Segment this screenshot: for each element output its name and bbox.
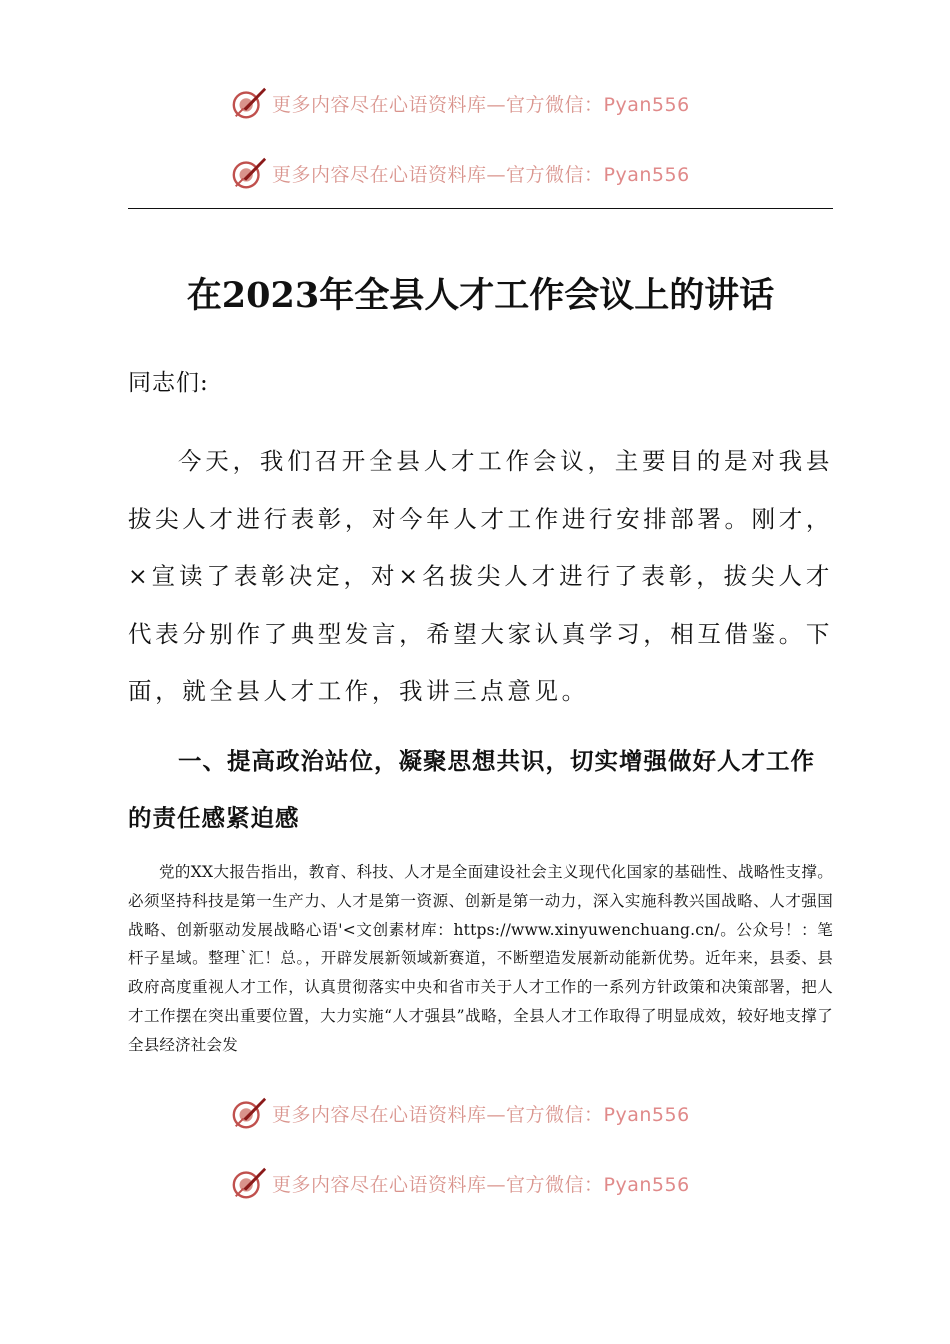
watermark-banner-bottom-1 — [230, 1093, 750, 1133]
quill-pen-seal-icon — [230, 84, 268, 122]
salutation: 同志们: — [128, 370, 209, 396]
section-body-1: 党的XX大报告指出，教育、科技、人才是全面建设社会主义现代化国家的基础性、战略性支撑。必须坚持科技是第一生产力、人才是第一资源、创新是第一动力，深入实施科教兴国战略、人才强国战略、创新驱动发展战略心语'<文创素材库：https://www.xinyuwenchuang.cn/。公众号！：笔杆子星域。整理`汇！总。，开辟发展新领域新赛道，不断塑造发展新动能新优势。近年来，县委、县政府高度重视人才工作，认真贯彻落实中央和省市关于人才工作的一系列方针政策和决策部署，把人才工作摆在突出重要位置，大力实施“人才强县”战略，全县人才工作取得了明显成效，较好地支撑了全县经济社会发 — [128, 863, 833, 1054]
watermark-banner-bottom-2 — [230, 1163, 750, 1203]
watermark-text: 更多内容尽在心语资料库—官方微信：Pyan556 — [272, 1103, 690, 1126]
header-divider — [128, 208, 833, 209]
watermark-text: 更多内容尽在心语资料库—官方微信：Pyan556 — [272, 163, 690, 186]
quill-pen-seal-icon — [230, 1164, 268, 1202]
intro-paragraph: 今天，我们召开全县人才工作会议，主要目的是对我县拔尖人才进行表彰，对今年人才工作进行安排部署。刚才，×宣读了表彰决定，对×名拔尖人才进行了表彰，拔尖人才代表分别作了典型发言，希望大家认真学习，相互借鉴。下面，就全县人才工作，我讲三点意见。 — [128, 447, 833, 705]
watermark-banner-top-2 — [230, 153, 750, 193]
watermark-text: 更多内容尽在心语资料库—官方微信：Pyan556 — [272, 1173, 690, 1196]
watermark-text: 更多内容尽在心语资料库—官方微信：Pyan556 — [272, 93, 690, 116]
watermark-banner-top-1 — [230, 83, 750, 123]
section-heading-1: 一、提高政治站位，凝聚思想共识，切实增强做好人才工作的责任感紧迫感 — [128, 747, 815, 832]
document-title: 在2023年全县人才工作会议上的讲话 — [186, 275, 775, 316]
quill-pen-seal-icon — [230, 1094, 268, 1132]
quill-pen-seal-icon — [230, 154, 268, 192]
